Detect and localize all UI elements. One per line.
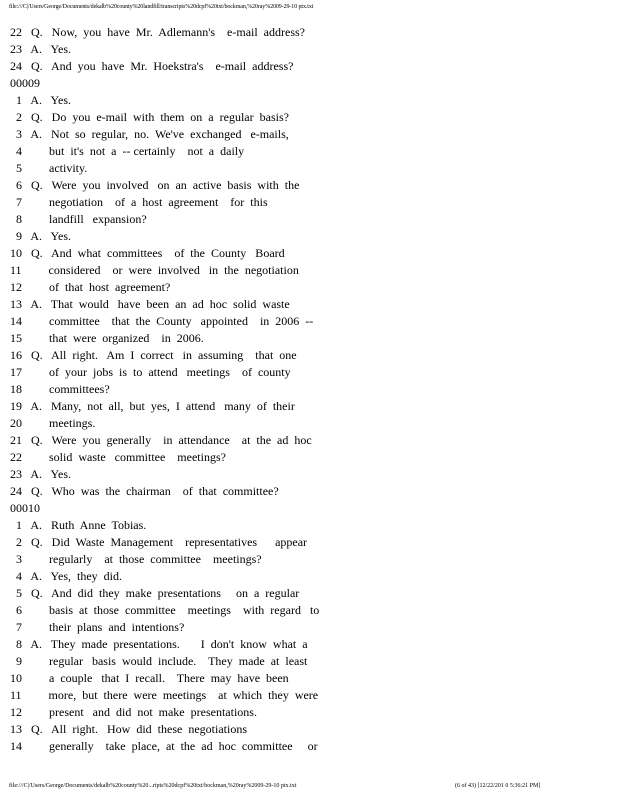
transcript-line: 8 landfill expansion? — [10, 212, 147, 226]
file-path-footer: file:///C|/Users/George/Documents/dekalb%20county%20...ripts%20dcpf%20txt/bockman,%20ray%2009-29-10 ptx.txt — [9, 783, 297, 789]
transcript-line: 00009 — [10, 76, 40, 90]
transcript-line: 16 Q. All right. Am I correct in assuming that one — [10, 348, 297, 362]
transcript-line: 1 A. Yes. — [10, 93, 72, 107]
transcript-line: 24 Q. Who was the chairman of that committee? — [10, 484, 279, 498]
transcript-line: 9 regular basis would include. They made at least — [10, 654, 308, 668]
transcript-line: 5 activity. — [10, 161, 88, 175]
transcript-line: 20 meetings. — [10, 416, 96, 430]
transcript-body — [10, 24, 319, 755]
transcript-line: 22 Q. Now, you have Mr. Adlemann's e-mail address? — [10, 25, 305, 39]
transcript-line: 13 A. That would have been an ad hoc solid waste — [10, 297, 290, 311]
transcript-line: 1 A. Ruth Anne Tobias. — [10, 518, 147, 532]
transcript-line: 2 Q. Do you e-mail with them on a regular basis? — [10, 110, 289, 124]
transcript-line: 19 A. Many, not all, but yes, I attend many of their — [10, 399, 295, 413]
transcript-line: 10 a couple that I recall. There may have been — [10, 671, 289, 685]
transcript-line: 4 A. Yes, they did. — [10, 569, 123, 583]
transcript-line: 00010 — [10, 501, 40, 515]
transcript-line: 22 solid waste committee meetings? — [10, 450, 226, 464]
transcript-line: 12 present and did not make presentations. — [10, 705, 257, 719]
transcript-line: 4 but it's not a -- certainly not a daily — [10, 144, 245, 158]
transcript-line: 23 A. Yes. — [10, 42, 72, 56]
transcript-line: 9 A. Yes. — [10, 229, 72, 243]
transcript-line: 7 negotiation of a host agreement for this — [10, 195, 268, 209]
page-info-footer: (6 of 43) [12/22/201 0 5:36:21 PM] — [455, 783, 541, 789]
transcript-line: 17 of your jobs is to attend meetings of county — [10, 365, 291, 379]
transcript-line: 8 A. They made presentations. I don't know what a — [10, 637, 308, 651]
transcript-line: 11 more, but there were meetings at which they were — [10, 688, 319, 702]
transcript-line: 14 committee that the County appointed in 2006 -- — [10, 314, 314, 328]
transcript-line: 21 Q. Were you generally in attendance at the ad hoc — [10, 433, 312, 447]
transcript-line: 2 Q. Did Waste Management representatives appear — [10, 535, 308, 549]
transcript-line: 24 Q. And you have Mr. Hoekstra's e-mail address? — [10, 59, 294, 73]
transcript-line: 3 regularly at those committee meetings? — [10, 552, 262, 566]
transcript-line: 6 Q. Were you involved on an active basis with the — [10, 178, 300, 192]
transcript-line: 10 Q. And what committees of the County Board — [10, 246, 285, 260]
transcript-line: 23 A. Yes. — [10, 467, 72, 481]
transcript-line: 14 generally take place, at the ad hoc committee or — [10, 739, 318, 753]
transcript-line: 11 considered or were involved in the negotiation — [10, 263, 299, 277]
file-path-header: file:///C|/Users/George/Documents/dekalb%20county%20landfill/transcripts%20dcpf%20txt/bockman,%20ray%2009-29-10 ptx.txt — [9, 4, 314, 10]
transcript-line: 5 Q. And did they make presentations on a regular — [10, 586, 300, 600]
transcript-line: 15 that were organized in 2006. — [10, 331, 204, 345]
transcript-line: 3 A. Not so regular, no. We've exchanged e-mails, — [10, 127, 289, 141]
transcript-line: 12 of that host agreement? — [10, 280, 171, 294]
transcript-line: 6 basis at those committee meetings with regard to — [10, 603, 320, 617]
transcript-line: 7 their plans and intentions? — [10, 620, 185, 634]
transcript-line: 18 committees? — [10, 382, 110, 396]
transcript-line: 13 Q. All right. How did these negotiations — [10, 722, 247, 736]
